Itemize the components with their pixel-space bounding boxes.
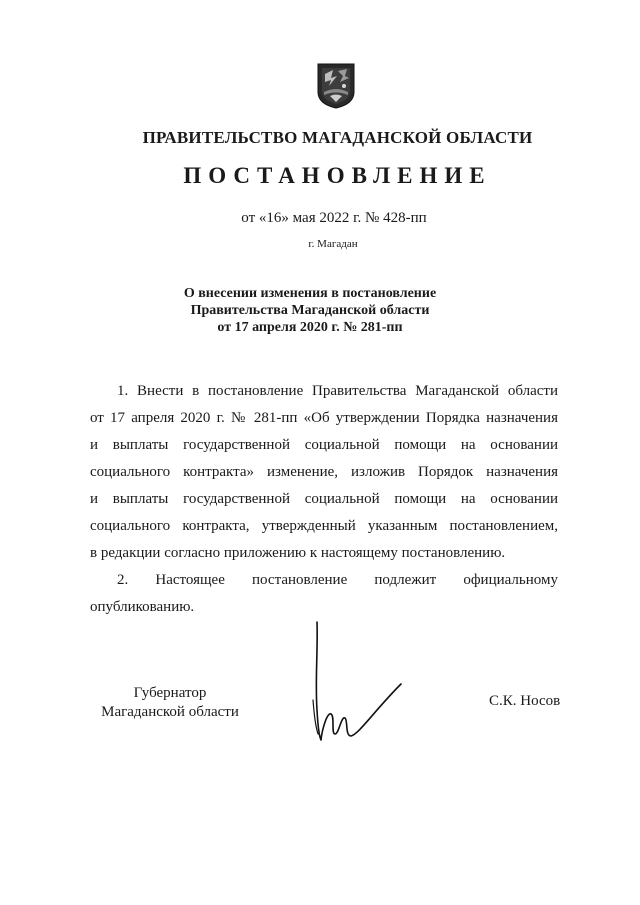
signer-title [100,684,240,722]
coat-of-arms-icon [316,62,356,110]
signer-title-line: Магаданской области [101,704,239,720]
document-type: ПОСТАНОВЛЕНИЕ [183,163,492,188]
government-title: ПРАВИТЕЛЬСТВО МАГАДАНСКОЙ ОБЛАСТИ [142,128,533,147]
document-subject [150,285,450,336]
body-line: от 17 апреля 2020 г. № 281-пп «Об утверждении Порядка назначения [90,410,558,426]
body-line: 2. Настоящее постановление подлежит официальному [117,572,558,588]
signer-title-line: Губернатор [133,685,207,701]
body-line: и выплаты государственной социальной помощи на основании [90,491,558,507]
body-line: 1. Внести в постановление Правительства Магаданской области [117,383,558,399]
subject-line: от 17 апреля 2020 г. № 281-пп [217,320,403,335]
signer-name: С.К. Носов [489,693,561,709]
handwritten-signature [305,620,415,750]
body-line: социального контракта, утвержденный указанным постановлением, [90,518,558,534]
document-date-number: от «16» мая 2022 г. № 428-пп [241,210,427,226]
document-city: г. Магадан [308,238,358,250]
body-line: в редакции согласно приложению к настоящему постановлению. [90,545,506,561]
subject-line: Правительства Магаданской области [190,303,430,318]
body-line: социального контракта» изменение, изложив Порядок назначения [90,464,558,480]
subject-line: О внесении изменения в постановление [183,286,437,301]
body-line: опубликованию. [90,599,195,615]
body-line: и выплаты государственной социальной помощи на основании [90,437,558,453]
